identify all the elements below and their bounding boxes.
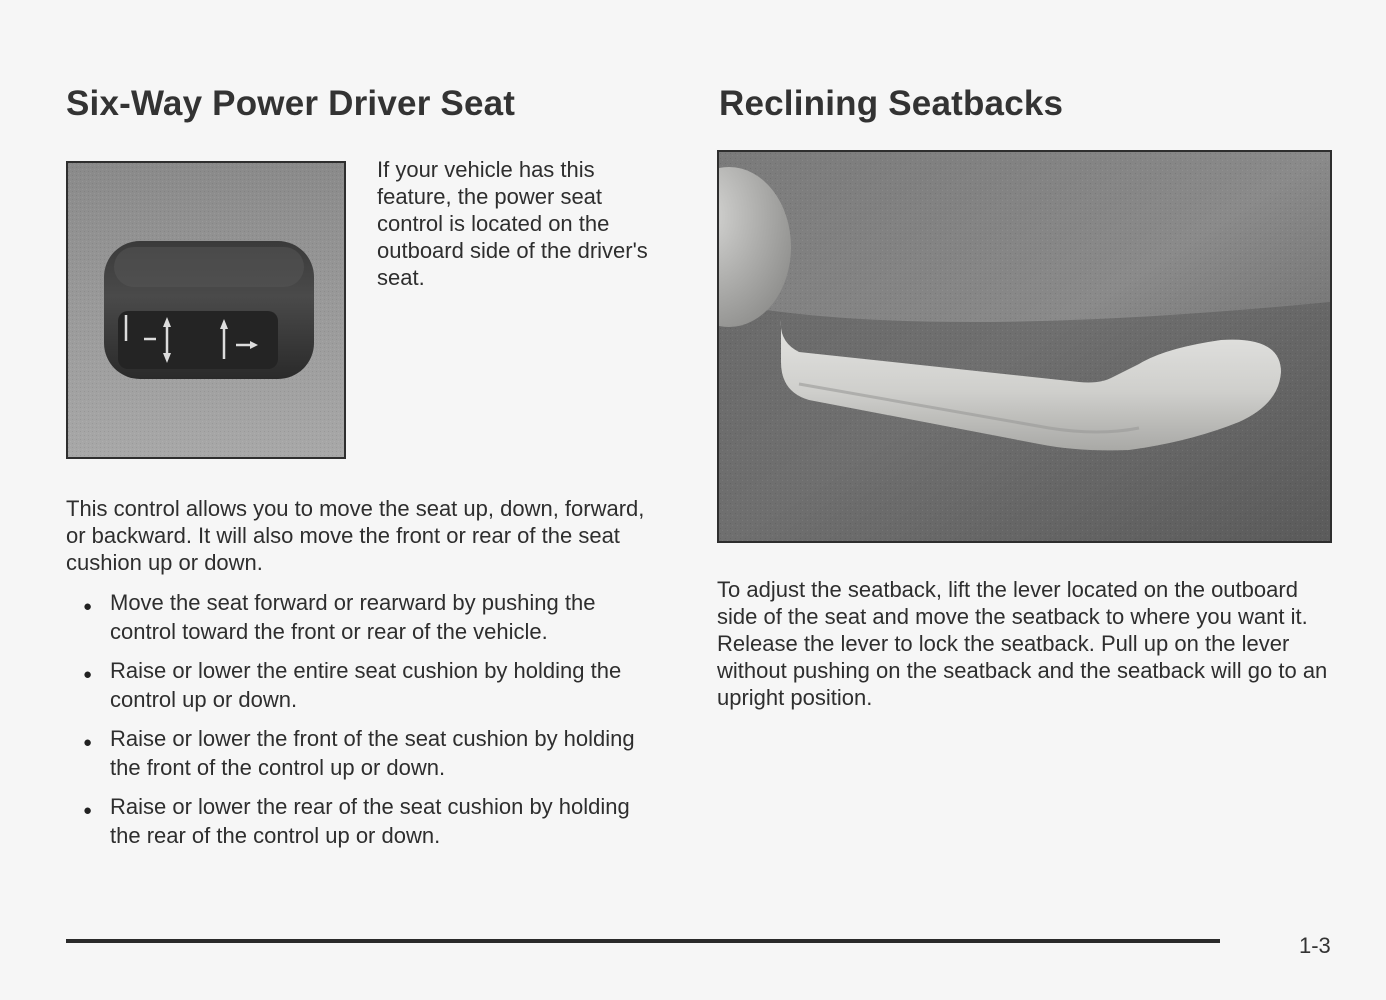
section-heading-power-seat: Six-Way Power Driver Seat xyxy=(66,84,516,123)
bullet-text: Raise or lower the rear of the seat cushion by holding the rear of the control up or down. xyxy=(110,794,630,848)
bullet-text: Raise or lower the front of the seat cushion by holding the front of the control up or down. xyxy=(110,726,635,780)
reclining-seatback-instructions: To adjust the seatback, lift the lever located on the outboard side of the seat and move the seatback to where you want it. Release the lever to lock the seatback. Pull up on the lever without pushing on the seatback and the seatback will go to an upright position. xyxy=(717,577,1328,710)
footer-divider xyxy=(66,939,1220,943)
bullet-item-rear-cushion xyxy=(66,792,666,850)
bullet-dot-icon: ● xyxy=(83,802,93,819)
bullet-text: Raise or lower the entire seat cushion by holding the control up or down. xyxy=(110,658,622,712)
power-seat-control-description: This control allows you to move the seat up, down, forward, or backward. It will also move the front or rear of the seat cushion up or down. xyxy=(66,496,645,575)
recline-lever-illustration xyxy=(719,152,1330,541)
bullet-item-forward-rearward xyxy=(66,588,666,646)
bullet-dot-icon: ● xyxy=(83,666,93,683)
bullet-item-entire-cushion xyxy=(66,656,666,714)
power-seat-control-illustration xyxy=(68,163,344,457)
power-seat-intro-text: If your vehicle has this feature, the power seat control is located on the outboard side of the driver's seat. xyxy=(377,157,648,290)
bullet-item-front-cushion xyxy=(66,724,666,782)
recline-lever-photo xyxy=(717,150,1332,543)
bullet-dot-icon: ● xyxy=(83,598,93,615)
page-number: 1-3 xyxy=(1299,933,1331,958)
bullet-text: Move the seat forward or rearward by pushing the control toward the front or rear of the vehicle. xyxy=(110,590,596,644)
power-seat-control-photo xyxy=(66,161,346,459)
section-heading-reclining-seatbacks: Reclining Seatbacks xyxy=(719,84,1064,123)
bullet-dot-icon: ● xyxy=(83,734,93,751)
power-seat-bullet-list xyxy=(66,588,666,860)
